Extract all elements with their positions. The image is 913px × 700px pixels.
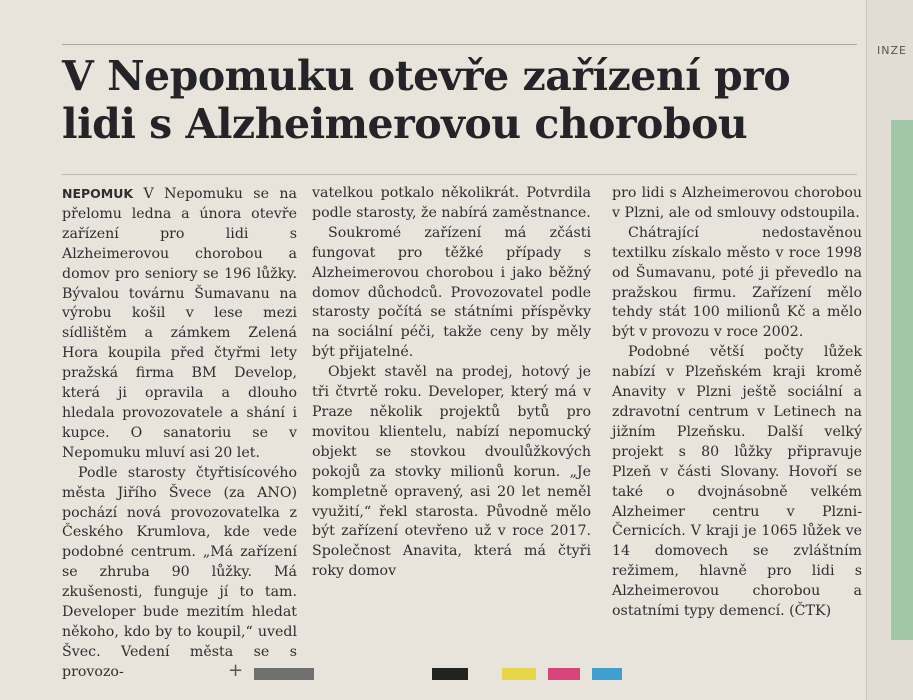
article-column-3	[612, 184, 862, 622]
color-bar-gray	[254, 668, 314, 680]
color-bar-yellow	[502, 668, 536, 680]
paragraph: pro lidi s Alzheimerovou chorobou v Plzni, ale od smlouvy odstoupila.	[612, 185, 862, 221]
paragraph-text: V Nepomuku se na přelomu ledna a února otevře zařízení pro lidi s Alzheimerovou chorobou a domov pro seniory se 196 lůžky. Bývalou továrnu Šumavanu na výrobu košil v lese mezi sídlištěm a zámkem Zelená Hora koupila před čtyřmi lety pražská firma BM Develop, která ji opravila a dlouho hledala provozovatele a shání i kupce. O sanatoriu se v Nepomuku mluví asi 20 let.	[62, 186, 297, 461]
title-rule	[62, 174, 857, 175]
paragraph: Chátrající nedostavěnou textilku získalo město v roce 1998 od Šumavanu, poté ji převedlo na pražskou firmu. Zařízení mělo tehdy stát 100 milionů Kč a mělo být v provozu v roce 2002.	[612, 224, 862, 341]
adjacent-green-band	[891, 120, 913, 640]
color-bar-cyan	[592, 668, 622, 680]
print-registration-marks	[220, 662, 860, 684]
dateline: NEPOMUK	[62, 186, 134, 201]
adjacent-column	[866, 0, 913, 700]
paragraph: vatelkou potkalo několikrát. Potvrdila podle starosty, že nabírá zaměstnance.	[312, 185, 591, 221]
paragraph: Podle starosty čtyřtisícového města Jiřího Švece (za ANO) pochází nová provozovatelka z Českého Krumlova, kde vede podobné centrum. „Má zařízení se zhruba 90 lůžky. Má zkušenosti, funguje jí to tam. Developer bude mezitím hledat někoho, kdo by to koupil,“ uvedl Švec. Vedení města se s provozo-	[62, 464, 297, 680]
article-column-2	[312, 184, 591, 582]
color-bar-magenta	[548, 668, 580, 680]
top-rule	[62, 44, 857, 45]
paragraph	[62, 184, 297, 464]
paragraph: Podobné větší počty lůžek nabízí v Plzeňském kraji kromě Anavity v Plzni ještě sociální a zdravotní centrum v Letinech na jižním Plzeňsku. Další velký projekt s 80 lůžky připravuje Plzeň v části Slovany. Hovoří se také o dvojnásobně velkém Alzheimer centru v Plzni-Černicích. V kraji je 1065 lůžek ve 14 domovech se zvláštním režimem, hlavně pro lidi s Alzheimerovou chorobou a ostatními typy demencí. (ČTK)	[612, 344, 862, 620]
headline: V Nepomuku otevře zařízení pro lidi s Alzheimerovou chorobou	[62, 52, 791, 148]
adjacent-column-header: INZE	[877, 44, 907, 57]
article-column-1	[62, 184, 297, 683]
paragraph: Soukromé zařízení má zčásti fungovat pro těžké případy s Alzheimerovou chorobou i jako běžný domov důchodců. Provozovatel podle starosty počítá se státními příspěvky na sociální péči, takže ceny by měly být přijatelné.	[312, 224, 591, 361]
paragraph: Objekt stavěl na prodej, hotový je tři čtvrtě roku. Developer, který má v Praze několik projektů bytů pro movitou klientelu, nabízí nepomucký objekt se stovkou dvoulůžkových pokojů za stovky milionů korun. „Je kompletně opravený, asi 20 let neměl využití,“ řekl starosta. Původně mělo být zařízení otevřeno už v roce 2017. Společnost Anavita, která má čtyři roky domov	[312, 364, 591, 580]
registration-plus-icon: +	[228, 660, 244, 681]
color-bar-black	[432, 668, 468, 680]
